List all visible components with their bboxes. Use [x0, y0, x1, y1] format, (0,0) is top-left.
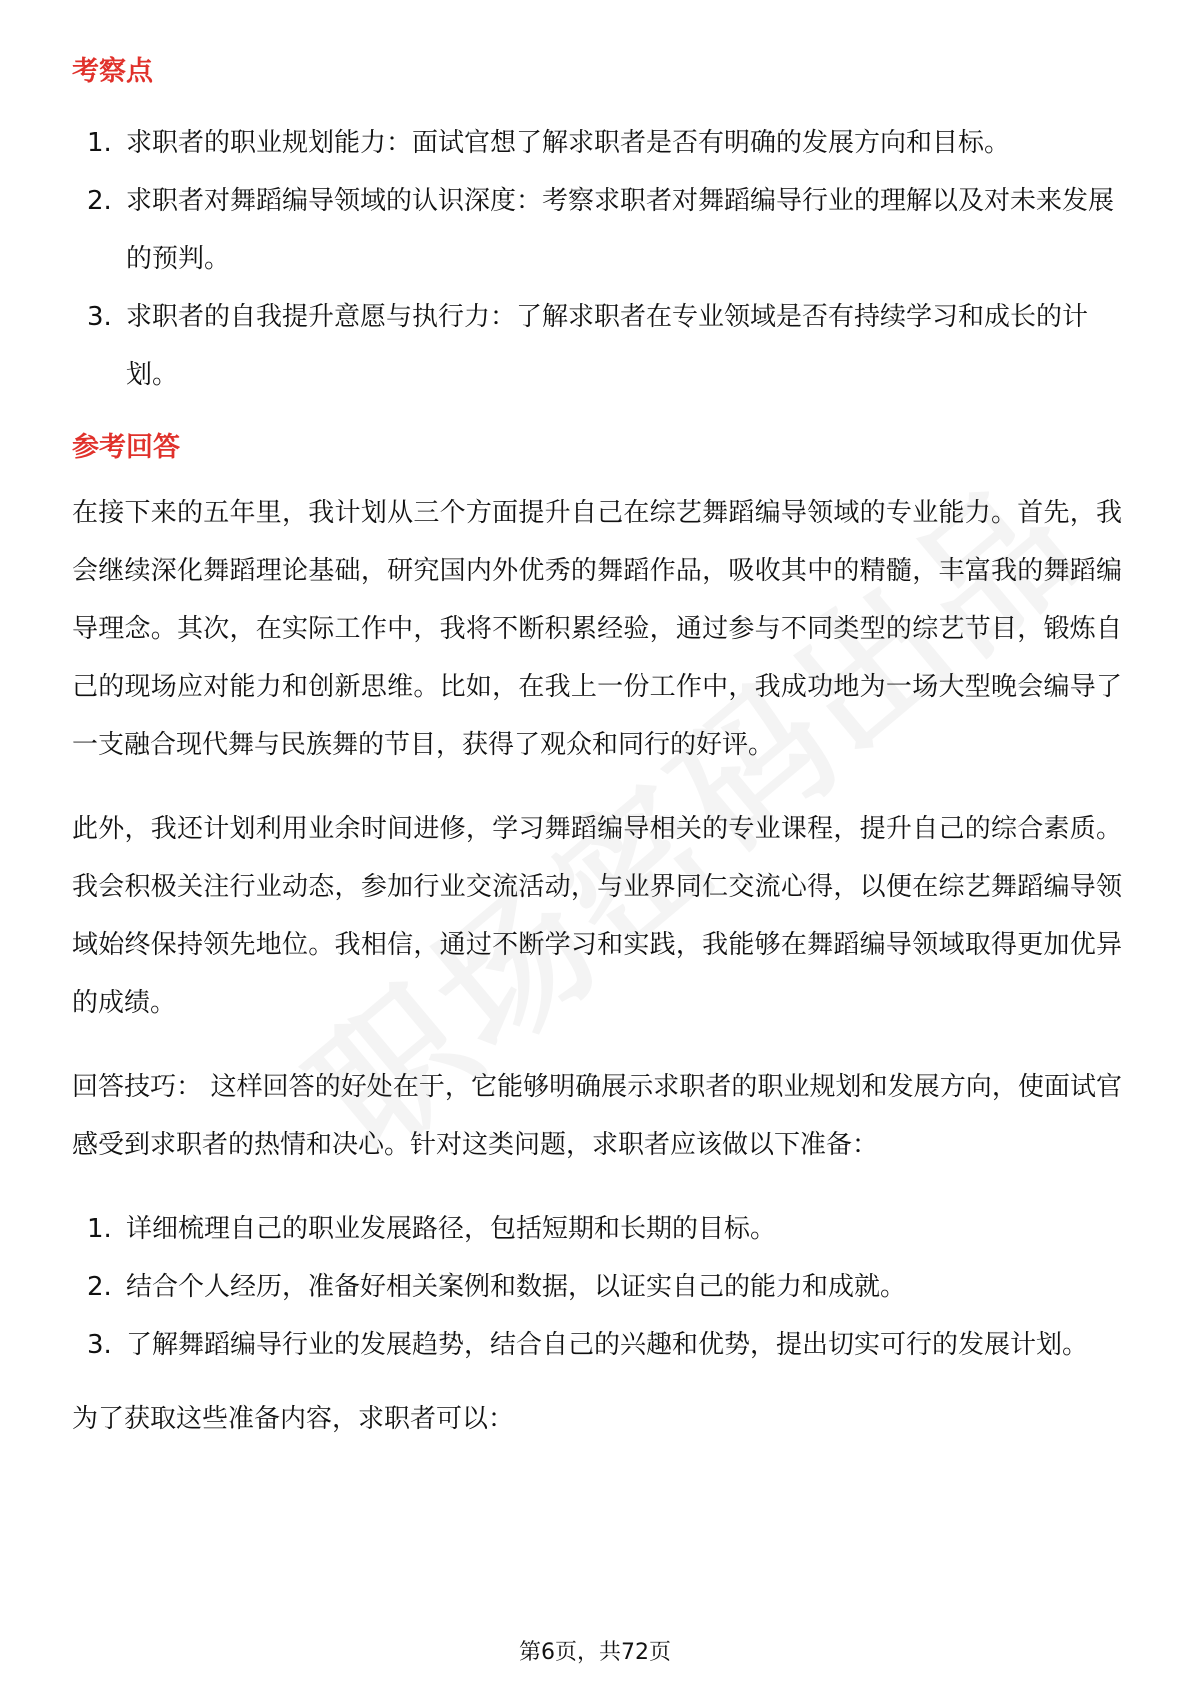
list-item [72, 288, 1122, 404]
list-item-text: 结合个人经历，准备好相关案例和数据，以证实自己的能力和成就。 [126, 1272, 907, 1302]
list-item [72, 1316, 1122, 1374]
list-item [72, 1258, 1122, 1316]
list-item-text: 求职者对舞蹈编导领域的认识深度：考察求职者对舞蹈编导行业的理解以及对未来发展的预判。 [126, 186, 1115, 274]
answer-paragraph: 此外，我还计划利用业余时间进修，学习舞蹈编导相关的专业课程，提升自己的综合素质。我会积极关注行业动态，参加行业交流活动，与业界同仁交流心得，以便在综艺舞蹈编导领域始终保持领先地位。我相信，通过不断学习和实践，我能够在舞蹈编导领域取得更加优异的成绩。 [72, 814, 1122, 1018]
list-number: 2. [87, 186, 112, 216]
list-item [72, 114, 1122, 172]
list-number: 3. [87, 302, 112, 332]
list-item-text: 详细梳理自己的职业发展路径，包括短期和长期的目标。 [126, 1214, 777, 1244]
preparation-list [72, 1200, 1122, 1374]
answer-paragraph: 在接下来的五年里，我计划从三个方面提升自己在综艺舞蹈编导领域的专业能力。首先，我会继续深化舞蹈理论基础，研究国内外优秀的舞蹈作品，吸收其中的精髓，丰富我的舞蹈编导理念。其次，在实际工作中，我将不断积累经验，通过参与不同类型的综艺节目，锻炼自己的现场应对能力和创新思维。比如，在我上一份工作中，我成功地为一场大型晚会编导了一支融合现代舞与民族舞的节目，获得了观众和同行的好评。 [72, 498, 1122, 760]
list-item-text: 了解舞蹈编导行业的发展趋势，结合自己的兴趣和优势，提出切实可行的发展计划。 [126, 1330, 1089, 1360]
closing-paragraph: 为了获取这些准备内容，求职者可以： [72, 1404, 515, 1434]
section-heading-reference-answer: 参考回答 [72, 432, 180, 463]
list-number: 1. [87, 128, 112, 158]
list-item [72, 1200, 1122, 1258]
page-number: 第6页，共72页 [519, 1640, 671, 1665]
list-item-text: 求职者的自我提升意愿与执行力：了解求职者在专业领域是否有持续学习和成长的计划。 [126, 302, 1089, 390]
section-heading-examination-points: 考察点 [72, 56, 153, 87]
content-area [72, 44, 1122, 1474]
list-number: 3. [87, 1330, 112, 1360]
answer-tips-paragraph: 回答技巧： 这样回答的好处在于，它能够明确展示求职者的职业规划和发展方向，使面试官感受到求职者的热情和决心。针对这类问题，求职者应该做以下准备： [72, 1072, 1122, 1160]
list-item [72, 172, 1122, 288]
list-number: 2. [87, 1272, 112, 1302]
examination-points-list [72, 114, 1122, 404]
list-number: 1. [87, 1214, 112, 1244]
list-item-text: 求职者的职业规划能力：面试官想了解求职者是否有明确的发展方向和目标。 [126, 128, 1011, 158]
